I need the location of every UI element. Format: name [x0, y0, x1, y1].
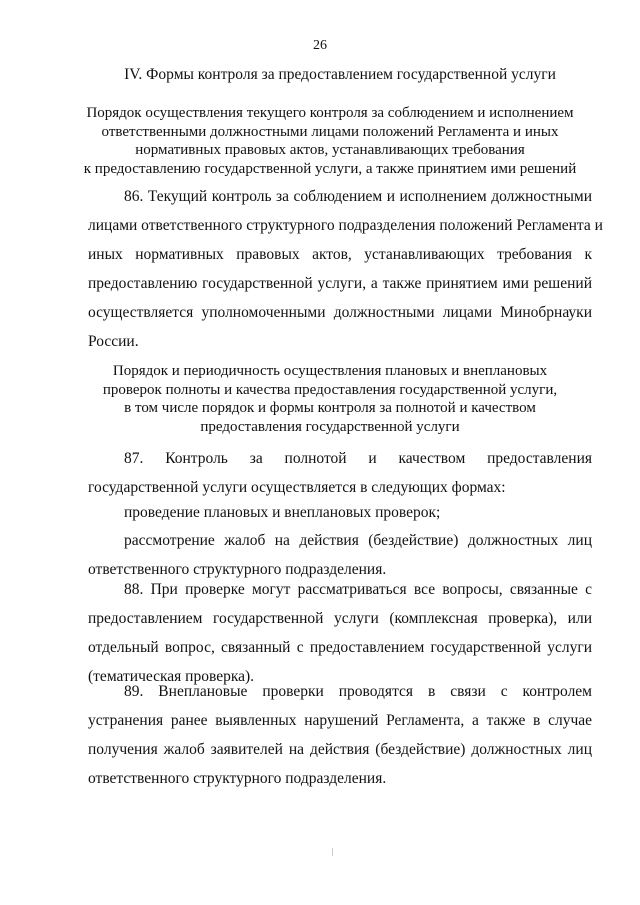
- subheading-line: предоставления государственной услуги: [200, 418, 460, 435]
- paragraph-line: ответственного структурного подразделения.: [88, 770, 387, 787]
- paragraph-line: рассмотрение жалоб на действия (бездействие) должностных лиц: [124, 532, 592, 549]
- paragraph-87: [88, 444, 592, 502]
- paragraph-line: осуществляется уполномоченными должностными лицами Минобрнауки: [88, 304, 592, 321]
- section-title: IV. Формы контроля за предоставлением государственной услуги: [124, 66, 556, 83]
- subheading-line: Порядок осуществления текущего контроля за соблюдением и исполнением: [86, 105, 574, 121]
- paragraph-line: 89. Внеплановые проверки проводятся в связи с контролем: [124, 683, 592, 700]
- subheading-line: ответственными должностными лицами положений Регламента и иных: [101, 123, 559, 140]
- subheading-current-control: [60, 104, 600, 178]
- paragraph-87-item-1: [88, 498, 592, 527]
- paragraph-line: ответственного структурного подразделения.: [88, 561, 387, 578]
- paragraph-line: устранения ранее выявленных нарушений Регламента, а также в случае: [88, 712, 592, 729]
- paragraph-line: России.: [88, 333, 139, 350]
- paragraph-line: государственной услуги осуществляется в следующих формах:: [88, 479, 506, 496]
- paragraph-line: 86. Текущий контроль за соблюдением и исполнением должностными: [124, 188, 592, 205]
- subheading-line: к предоставлению государственной услуги, а также принятием ими решений: [83, 160, 577, 177]
- paragraph-line: 88. При проверке могут рассматриваться все вопросы, связанные с: [124, 581, 592, 598]
- page-number: 26: [313, 38, 327, 53]
- subheading-inspections: [60, 362, 600, 436]
- paragraph-line: предоставлением государственной услуги (комплексная проверка), или: [88, 610, 592, 627]
- paragraph-line: проведение плановых и внеплановых проверок;: [124, 504, 441, 521]
- scan-mark: [332, 848, 333, 856]
- paragraph-88: [88, 575, 592, 691]
- paragraph-line: 87. Контроль за полнотой и качеством предоставления: [124, 450, 592, 467]
- paragraph-line: отдельный вопрос, связанный с предоставлением государственной услуги: [88, 639, 592, 656]
- subheading-line: в том числе порядок и формы контроля за полнотой и качеством: [124, 400, 536, 416]
- paragraph-89: [88, 677, 592, 793]
- paragraph-line: лицами ответственного структурного подразделения положений Регламента и: [88, 217, 603, 234]
- paragraph-line: получения жалоб заявителей на действия (бездействие) должностных лиц: [88, 741, 592, 758]
- paragraph-line: иных нормативных правовых актов, устанавливающих требования к: [88, 246, 592, 263]
- paragraph-line: предоставлению государственной услуги, а также принятием ими решений: [88, 275, 592, 292]
- paragraph-86: [88, 182, 603, 356]
- subheading-line: Порядок и периодичность осуществления плановых и внеплановых: [112, 363, 548, 379]
- paragraph-line: (тематическая проверка).: [88, 668, 255, 685]
- subheading-line: нормативных правовых актов, устанавливающих требования: [135, 142, 525, 158]
- subheading-line: проверок полноты и качества предоставления государственной услуги,: [102, 381, 558, 398]
